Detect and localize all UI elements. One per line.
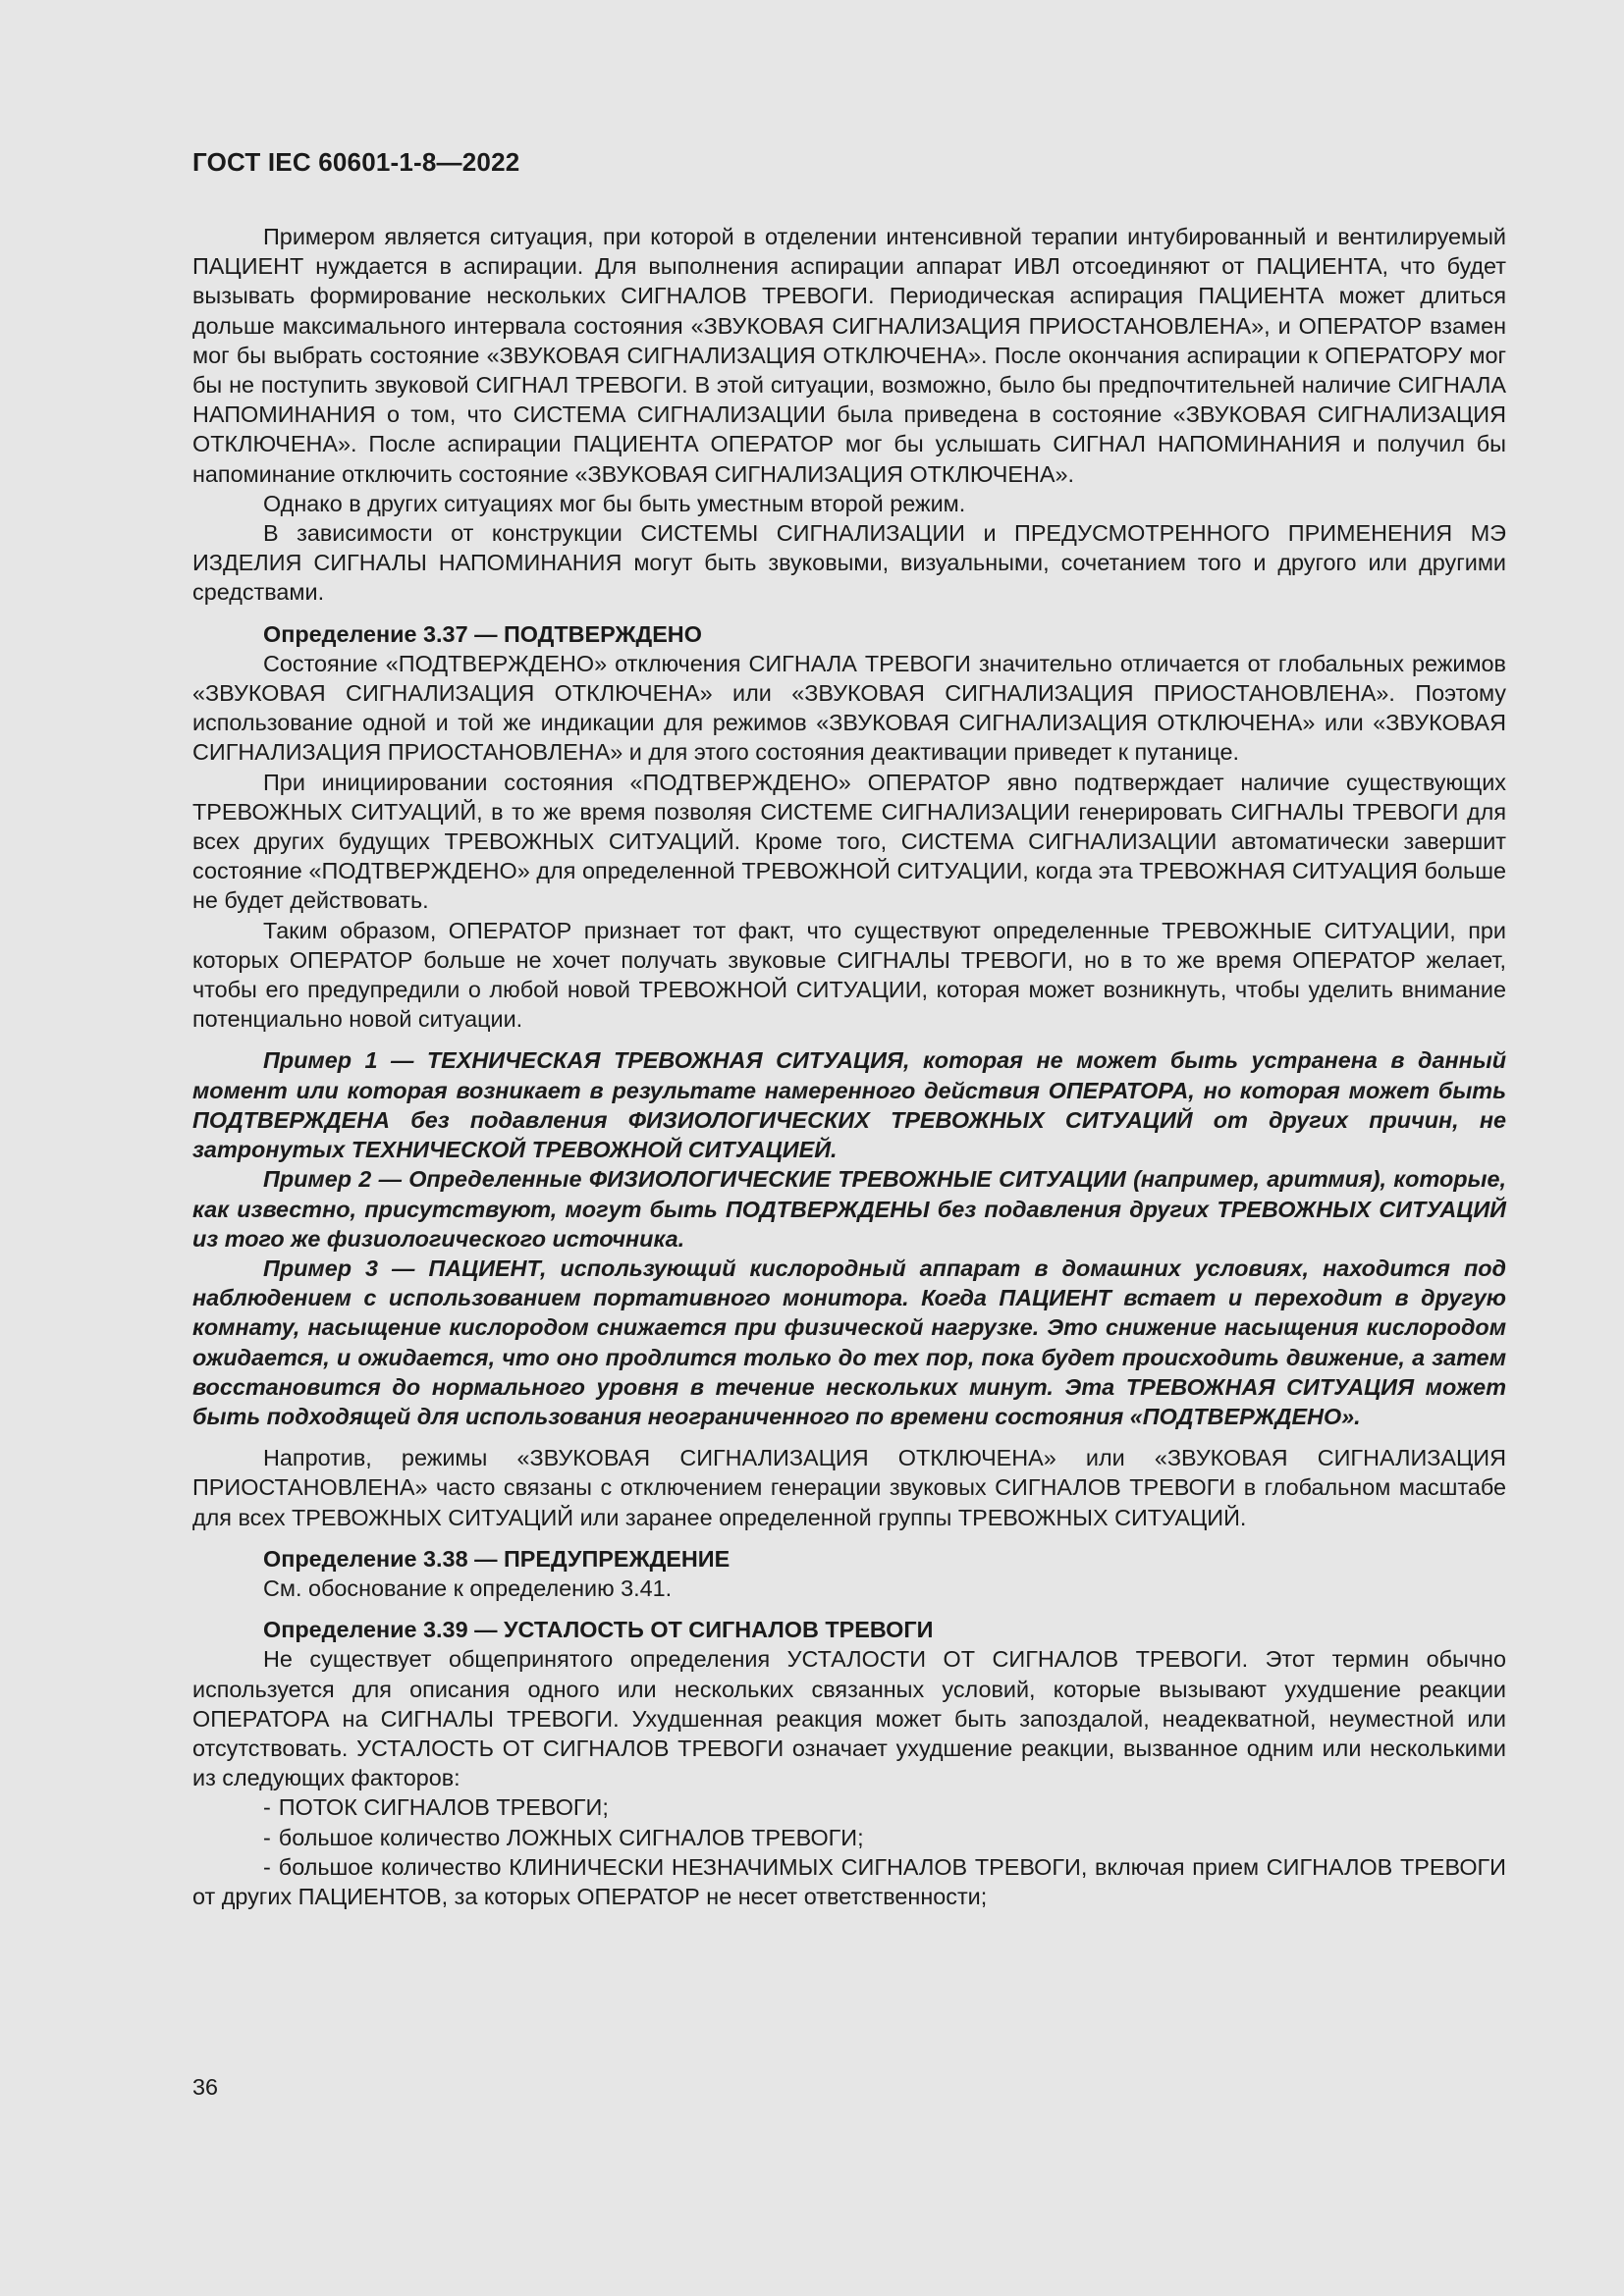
standard-header: ГОСТ IEC 60601-1-8—2022 [192, 147, 520, 177]
paragraph-global-modes: Напротив, режимы «ЗВУКОВАЯ СИГНАЛИЗАЦИЯ ОТКЛЮЧЕНА» или «ЗВУКОВАЯ СИГНАЛИЗАЦИЯ ПРИОСТАНОВЛЕНА» часто связаны с отключением генерации звуковых СИГНАЛОВ ТРЕВОГИ в глобальном масштабе для всех ТРЕВОЖНЫХ СИТУАЦИЙ или заранее определенной группы ТРЕВОЖНЫХ СИТУАЦИЙ. [192, 1445, 1506, 1530]
document-body [192, 222, 1506, 1911]
example-1: Пример 1 — ТЕХНИЧЕСКАЯ ТРЕВОЖНАЯ СИТУАЦИЯ, которая не может быть устранена в данный момент или которая возникает в результате намеренного действия ОПЕРАТОРА, но которая может быть ПОДТВЕРЖДЕНА без подавления ФИЗИОЛОГИЧЕСКИХ ТРЕВОЖНЫХ СИТУАЦИЙ от других причин, не затронутых ТЕХНИЧЕСКОЙ ТРЕВОЖНОЙ СИТУАЦИЕЙ. [192, 1047, 1506, 1163]
definition-3-37-title: Определение 3.37 — ПОДТВЕРЖДЕНО [263, 620, 702, 647]
bullet-marker: - [263, 1824, 271, 1850]
bullet-marker: - [263, 1853, 271, 1880]
example-2: Пример 2 — Определенные ФИЗИОЛОГИЧЕСКИЕ ТРЕВОЖНЫЕ СИТУАЦИИ (например, аритмия), которые, как известно, присутствуют, могут быть ПОДТВЕРЖДЕНЫ без подавления других ТРЕВОЖНЫХ СИТУАЦИЙ из того же физиологического источника. [192, 1166, 1506, 1252]
list-item [192, 1823, 1506, 1852]
list-item [192, 1852, 1506, 1911]
paragraph-acknowledged-initiation: При инициировании состояния «ПОДТВЕРЖДЕНО» ОПЕРАТОР явно подтверждает наличие существующих ТРЕВОЖНЫХ СИТУАЦИЙ, в то же время позволяя СИСТЕМЕ СИГНАЛИЗАЦИИ генерировать СИГНАЛЫ ТРЕВОГИ для всех других будущих ТРЕВОЖНЫХ СИТУАЦИЙ. Кроме того, СИСТЕМА СИГНАЛИЗАЦИИ автоматически завершит состояние «ПОДТВЕРЖДЕНО» для определенной ТРЕВОЖНОЙ СИТУАЦИИ, когда эта ТРЕВОЖНАЯ СИТУАЦИЯ больше не будет действовать. [192, 769, 1506, 914]
list-item-text: большое количество КЛИНИЧЕСКИ НЕЗНАЧИМЫХ СИГНАЛОВ ТРЕВОГИ, включая прием СИГНАЛОВ ТРЕВОГИ от других ПАЦИЕНТОВ, за которых ОПЕРАТОР не несет ответственности; [192, 1853, 1506, 1909]
example-3: Пример 3 — ПАЦИЕНТ, использующий кислородный аппарат в домашних условиях, находится под наблюдением с использованием портативного монитора. Когда ПАЦИЕНТ встает и переходит в другую комнату, насыщение кислородом снижается при физической нагрузке. Это снижение насыщения кислородом ожидается, и ожидается, что оно продлится только до тех пор, пока будет происходить движение, а затем восстановится до нормального уровня в течение нескольких минут. Эта ТРЕВОЖНАЯ СИТУАЦИЯ может быть подходящей для использования неограниченного по времени состояния «ПОДТВЕРЖДЕНО». [192, 1255, 1506, 1429]
list-item [192, 1792, 1506, 1822]
paragraph-alarm-fatigue: Не существует общепринятого определения УСТАЛОСТИ ОТ СИГНАЛОВ ТРЕВОГИ. Этот термин обычно используется для описания одного или нескольких связанных условий, которые вызывают ухудшение реакции ОПЕРАТОРА на СИГНАЛЫ ТРЕВОГИ. Ухудшенная реакция может быть запоздалой, неадекватной, неуместной или отсутствовать. УСТАЛОСТЬ ОТ СИГНАЛОВ ТРЕВОГИ означает ухудшение реакции, вызванное одним или несколькими из следующих факторов: [192, 1646, 1506, 1791]
paragraph-second-mode: Однако в других ситуациях мог бы быть уместным второй режим. [263, 490, 966, 516]
list-item-text: ПОТОК СИГНАЛОВ ТРЕВОГИ; [278, 1794, 609, 1821]
page-number: 36 [192, 2074, 219, 2100]
definition-3-38-title: Определение 3.38 — ПРЕДУПРЕЖДЕНИЕ [263, 1545, 731, 1572]
paragraph-acknowledged-state: Состояние «ПОДТВЕРЖДЕНО» отключения СИГНАЛА ТРЕВОГИ значительно отличается от глобальных режимов «ЗВУКОВАЯ СИГНАЛИЗАЦИЯ ОТКЛЮЧЕНА» или «ЗВУКОВАЯ СИГНАЛИЗАЦИЯ ПРИОСТАНОВЛЕНА». Поэтому использование одной и той же индикации для режимов «ЗВУКОВАЯ СИГНАЛИЗАЦИЯ ОТКЛЮЧЕНА» или «ЗВУКОВАЯ СИГНАЛИЗАЦИЯ ПРИОСТАНОВЛЕНА» и для этого состояния деактивации приведет к путанице. [192, 650, 1506, 766]
list-item-text: большое количество ЛОЖНЫХ СИГНАЛОВ ТРЕВОГИ; [278, 1824, 864, 1850]
bullet-marker: - [263, 1794, 271, 1821]
paragraph-operator-acknowledges: Таким образом, ОПЕРАТОР признает тот факт, что существуют определенные ТРЕВОЖНЫЕ СИТУАЦИИ, при которых ОПЕРАТОР больше не хочет получать звуковые СИГНАЛЫ ТРЕВОГИ, но в то же время ОПЕРАТОР желает, чтобы его предупредили о любой новой ТРЕВОЖНОЙ СИТУАЦИИ, которая может возникнуть, чтобы уделить внимание потенциально новой ситуации. [192, 917, 1506, 1033]
paragraph-see-rationale: См. обоснование к определению 3.41. [263, 1575, 673, 1601]
paragraph-aspiration-example: Примером является ситуация, при которой в отделении интенсивной терапии интубированный и вентилируемый ПАЦИЕНТ нуждается в аспирации. Для выполнения аспирации аппарат ИВЛ отсоединяют от ПАЦИЕНТА, что будет вызывать формирование нескольких СИГНАЛОВ ТРЕВОГИ. Периодическая аспирация ПАЦИЕНТА может длиться дольше максимального интервала состояния «ЗВУКОВАЯ СИГНАЛИЗАЦИЯ ПРИОСТАНОВЛЕНА», и ОПЕРАТОР взамен мог бы выбрать состояние «ЗВУКОВАЯ СИГНАЛИЗАЦИЯ ОТКЛЮЧЕНА». После окончания аспирации к ОПЕРАТОРУ мог бы не поступить звуковой СИГНАЛ ТРЕВОГИ. В этой ситуации, возможно, было бы предпочтительней наличие СИГНАЛА НАПОМИНАНИЯ о том, что СИСТЕМА СИГНАЛИЗАЦИИ была приведена в состояние «ЗВУКОВАЯ СИГНАЛИЗАЦИЯ ОТКЛЮЧЕНА». После аспирации ПАЦИЕНТА ОПЕРАТОР мог бы услышать СИГНАЛ НАПОМИНАНИЯ и получил бы напоминание отключить состояние «ЗВУКОВАЯ СИГНАЛИЗАЦИЯ ОТКЛЮЧЕНА». [192, 224, 1506, 487]
paragraph-reminder-signals: В зависимости от конструкции СИСТЕМЫ СИГНАЛИЗАЦИИ и ПРЕДУСМОТРЕННОГО ПРИМЕНЕНИЯ МЭ ИЗДЕЛИЯ СИГНАЛЫ НАПОМИНАНИЯ могут быть звуковыми, визуальными, сочетанием того и другого или другими средствами. [192, 520, 1506, 606]
definition-3-39-title: Определение 3.39 — УСТАЛОСТЬ ОТ СИГНАЛОВ ТРЕВОГИ [263, 1617, 934, 1643]
